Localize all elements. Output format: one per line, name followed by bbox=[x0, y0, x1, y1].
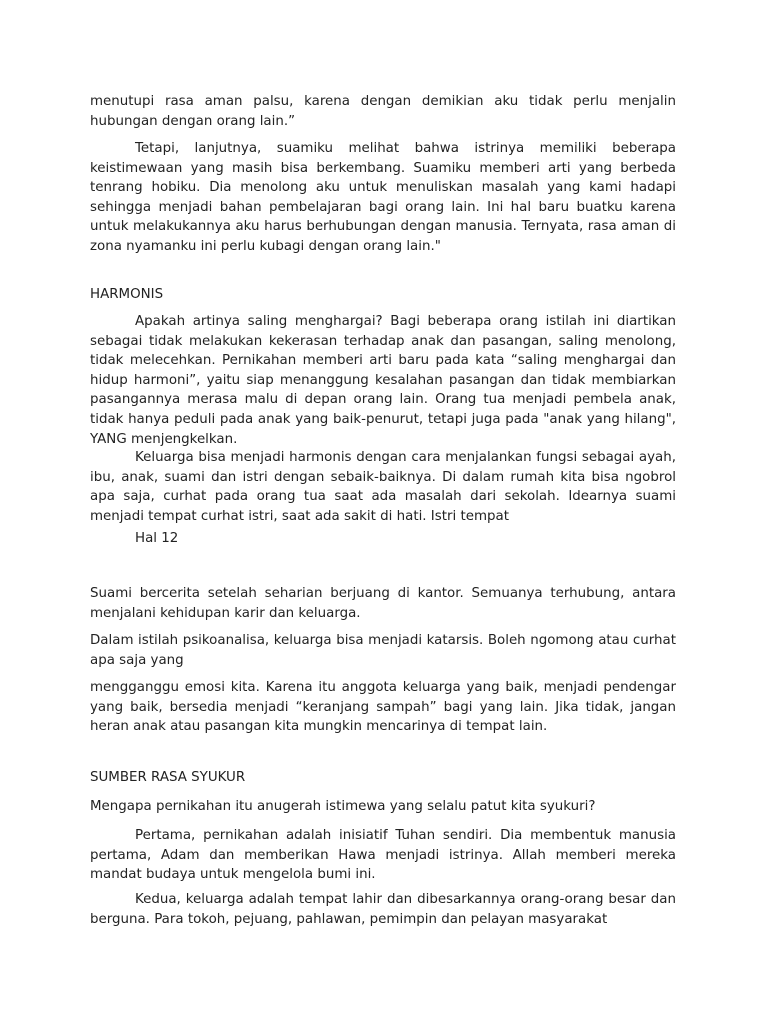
paragraph-5: Suami bercerita setelah seharian berjuang di kantor. Semuanya terhubung, antara menjalani kehidupan karir dan keluarga. bbox=[90, 586, 676, 621]
heading-harmonis: HARMONIS bbox=[90, 287, 164, 302]
paragraph-6: Dalam istilah psikoanalisa, keluarga bisa menjadi katarsis. Boleh ngomong atau curhat apa saja yang bbox=[90, 633, 676, 668]
paragraph-9: Pertama, pernikahan adalah inisiatif Tuhan sendiri. Dia membentuk manusia pertama, Adam dan memberikan Hawa menjadi istrinya. Allah memberi mereka mandat budaya untuk mengelola bumi ini. bbox=[90, 828, 676, 883]
paragraph-4: Keluarga bisa menjadi harmonis dengan cara menjalankan fungsi sebagai ayah, ibu, anak, suami dan istri dengan sebaik-baiknya. Di dalam rumah kita bisa ngobrol apa saja, curhat pada orang tua saat ada masalah dari sekolah. Idearnya suami menjadi tempat curhat istri, saat ada sakit di hati. Istri tempat bbox=[90, 450, 676, 524]
paragraph-2: Tetapi, lanjutnya, suamiku melihat bahwa istrinya memiliki beberapa keistimewaan yang masih bisa berkembang. Suamiku memberi arti yang berbeda tenrang hobiku. Dia menolong aku untuk menuliskan masalah yang kami hadapi sehingga menjadi bahan pembelajaran bagi orang lain. Ini hal baru buatku karena untuk melakukannya aku harus berhubungan dengan manusia. Ternyata, rasa aman di zona nyamanku ini perlu kubagi dengan orang lain." bbox=[90, 141, 676, 254]
paragraph-1: menutupi rasa aman palsu, karena dengan demikian aku tidak perlu menjalin hubungan dengan orang lain.” bbox=[90, 94, 676, 129]
paragraph-10: Kedua, keluarga adalah tempat lahir dan dibesarkannya orang-orang besar dan berguna. Para tokoh, pejuang, pahlawan, pemimpin dan pelayan masyarakat bbox=[90, 892, 676, 927]
paragraph-3: Apakah artinya saling menghargai? Bagi beberapa orang istilah ini diartikan sebagai tidak melakukan kekerasan terhadap anak dan pasangan, saling menolong, tidak melecehkan. Pernikahan memberi arti baru pada kata “saling menghargai dan hidup harmoni”, yaitu siap menanggung kesalahan pasangan dan tidak membiarkan pasangannya merasa malu di depan orang lain. Orang tua menjadi pembela anak, tidak hanya peduli pada anak yang baik-penurut, tetapi juga pada "anak yang hilang", YANG menjengkelkan. bbox=[90, 314, 676, 447]
page-marker: Hal 12 bbox=[135, 531, 179, 546]
paragraph-7: mengganggu emosi kita. Karena itu anggota keluarga yang baik, menjadi pendengar yang baik, bersedia menjadi “keranjang sampah” bagi yang lain. Jika tidak, jangan heran anak atau pasangan kita mungkin mencarinya di tempat lain. bbox=[90, 680, 676, 735]
paragraph-8: Mengapa pernikahan itu anugerah istimewa yang selalu patut kita syukuri? bbox=[90, 799, 596, 814]
heading-sumber-rasa-syukur: SUMBER RASA SYUKUR bbox=[90, 770, 246, 785]
